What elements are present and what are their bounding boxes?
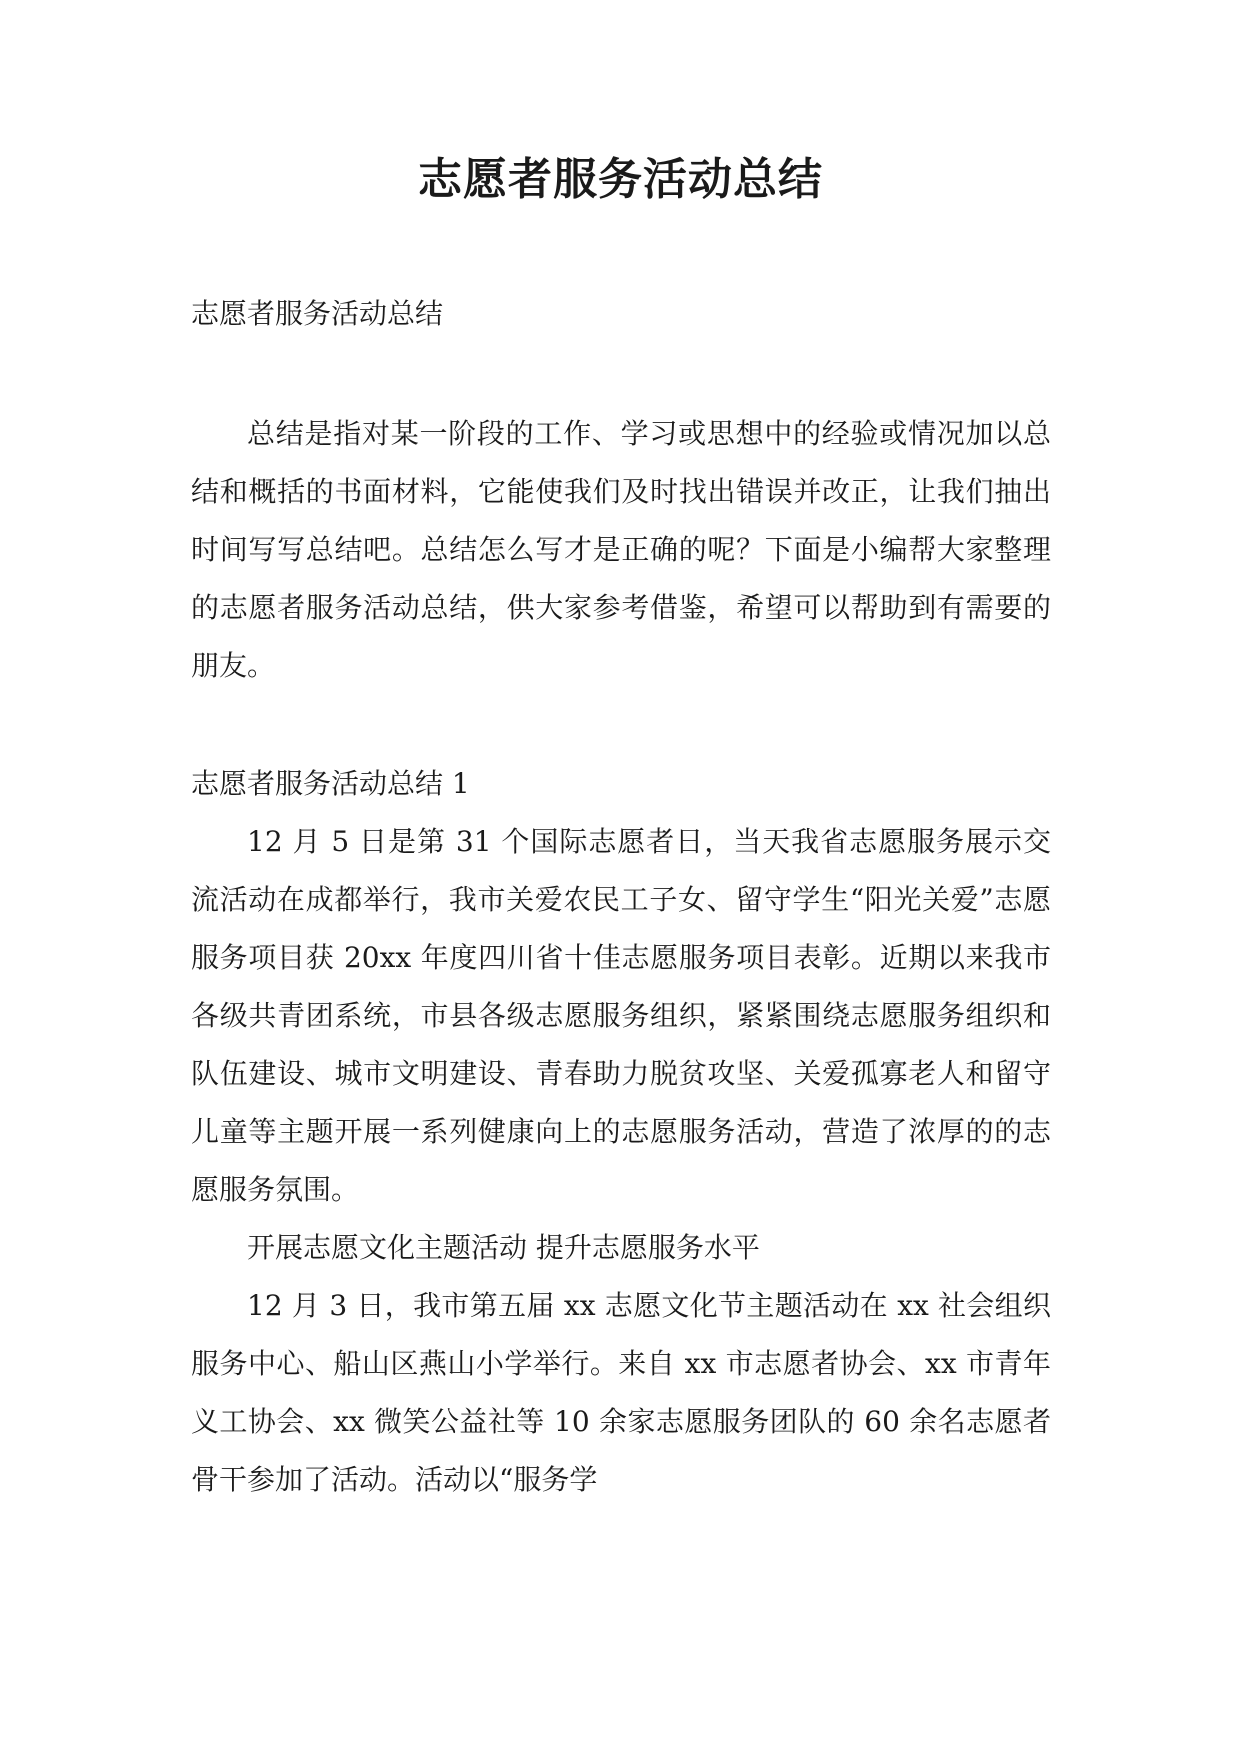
document-body — [191, 285, 1051, 1509]
intro-paragraph: 总结是指对某一阶段的工作、学习或思想中的经验或情况加以总结和概括的书面材料，它能使我们及时找出错误并改正，让我们抽出时间写写总结吧。总结怎么写才是正确的呢？下面是小编帮大家整理的志愿者服务活动总结，供大家参考借鉴，希望可以帮助到有需要的朋友。 — [191, 417, 1051, 682]
document-subtitle: 志愿者服务活动总结 — [191, 297, 444, 330]
body-paragraph: 12 月 3 日，我市第五届 xx 志愿文化节主题活动在 xx 社会组织服务中心、船山区燕山小学举行。来自 xx 市志愿者协会、xx 市青年义工协会、xx 微笑公益社等 10 余家志愿服务团队的 60 余名志愿者骨干参加了活动。活动以“服务学 — [191, 1289, 1051, 1496]
spacer — [191, 695, 1051, 755]
document-title: 志愿者服务活动总结 — [418, 154, 823, 205]
spacer — [191, 343, 1051, 405]
section-subheading: 开展志愿文化主题活动 提升志愿服务水平 — [247, 1231, 760, 1264]
section-heading: 志愿者服务活动总结 1 — [191, 767, 470, 800]
body-paragraph: 12 月 5 日是第 31 个国际志愿者日，当天我省志愿服务展示交流活动在成都举行，我市关爱农民工子女、留守学生“阳光关爱”志愿服务项目获 20xx 年度四川省十佳志愿服务项目表彰。近期以来我市各级共青团系统，市县各级志愿服务组织，紧紧围绕志愿服务组织和队伍建设、城市文明建设、青春助力脱贫攻坚、关爱孤寡老人和留守儿童等主题开展一系列健康向上的志愿服务活动，营造了浓厚的的志愿服务氛围。 — [191, 825, 1051, 1206]
